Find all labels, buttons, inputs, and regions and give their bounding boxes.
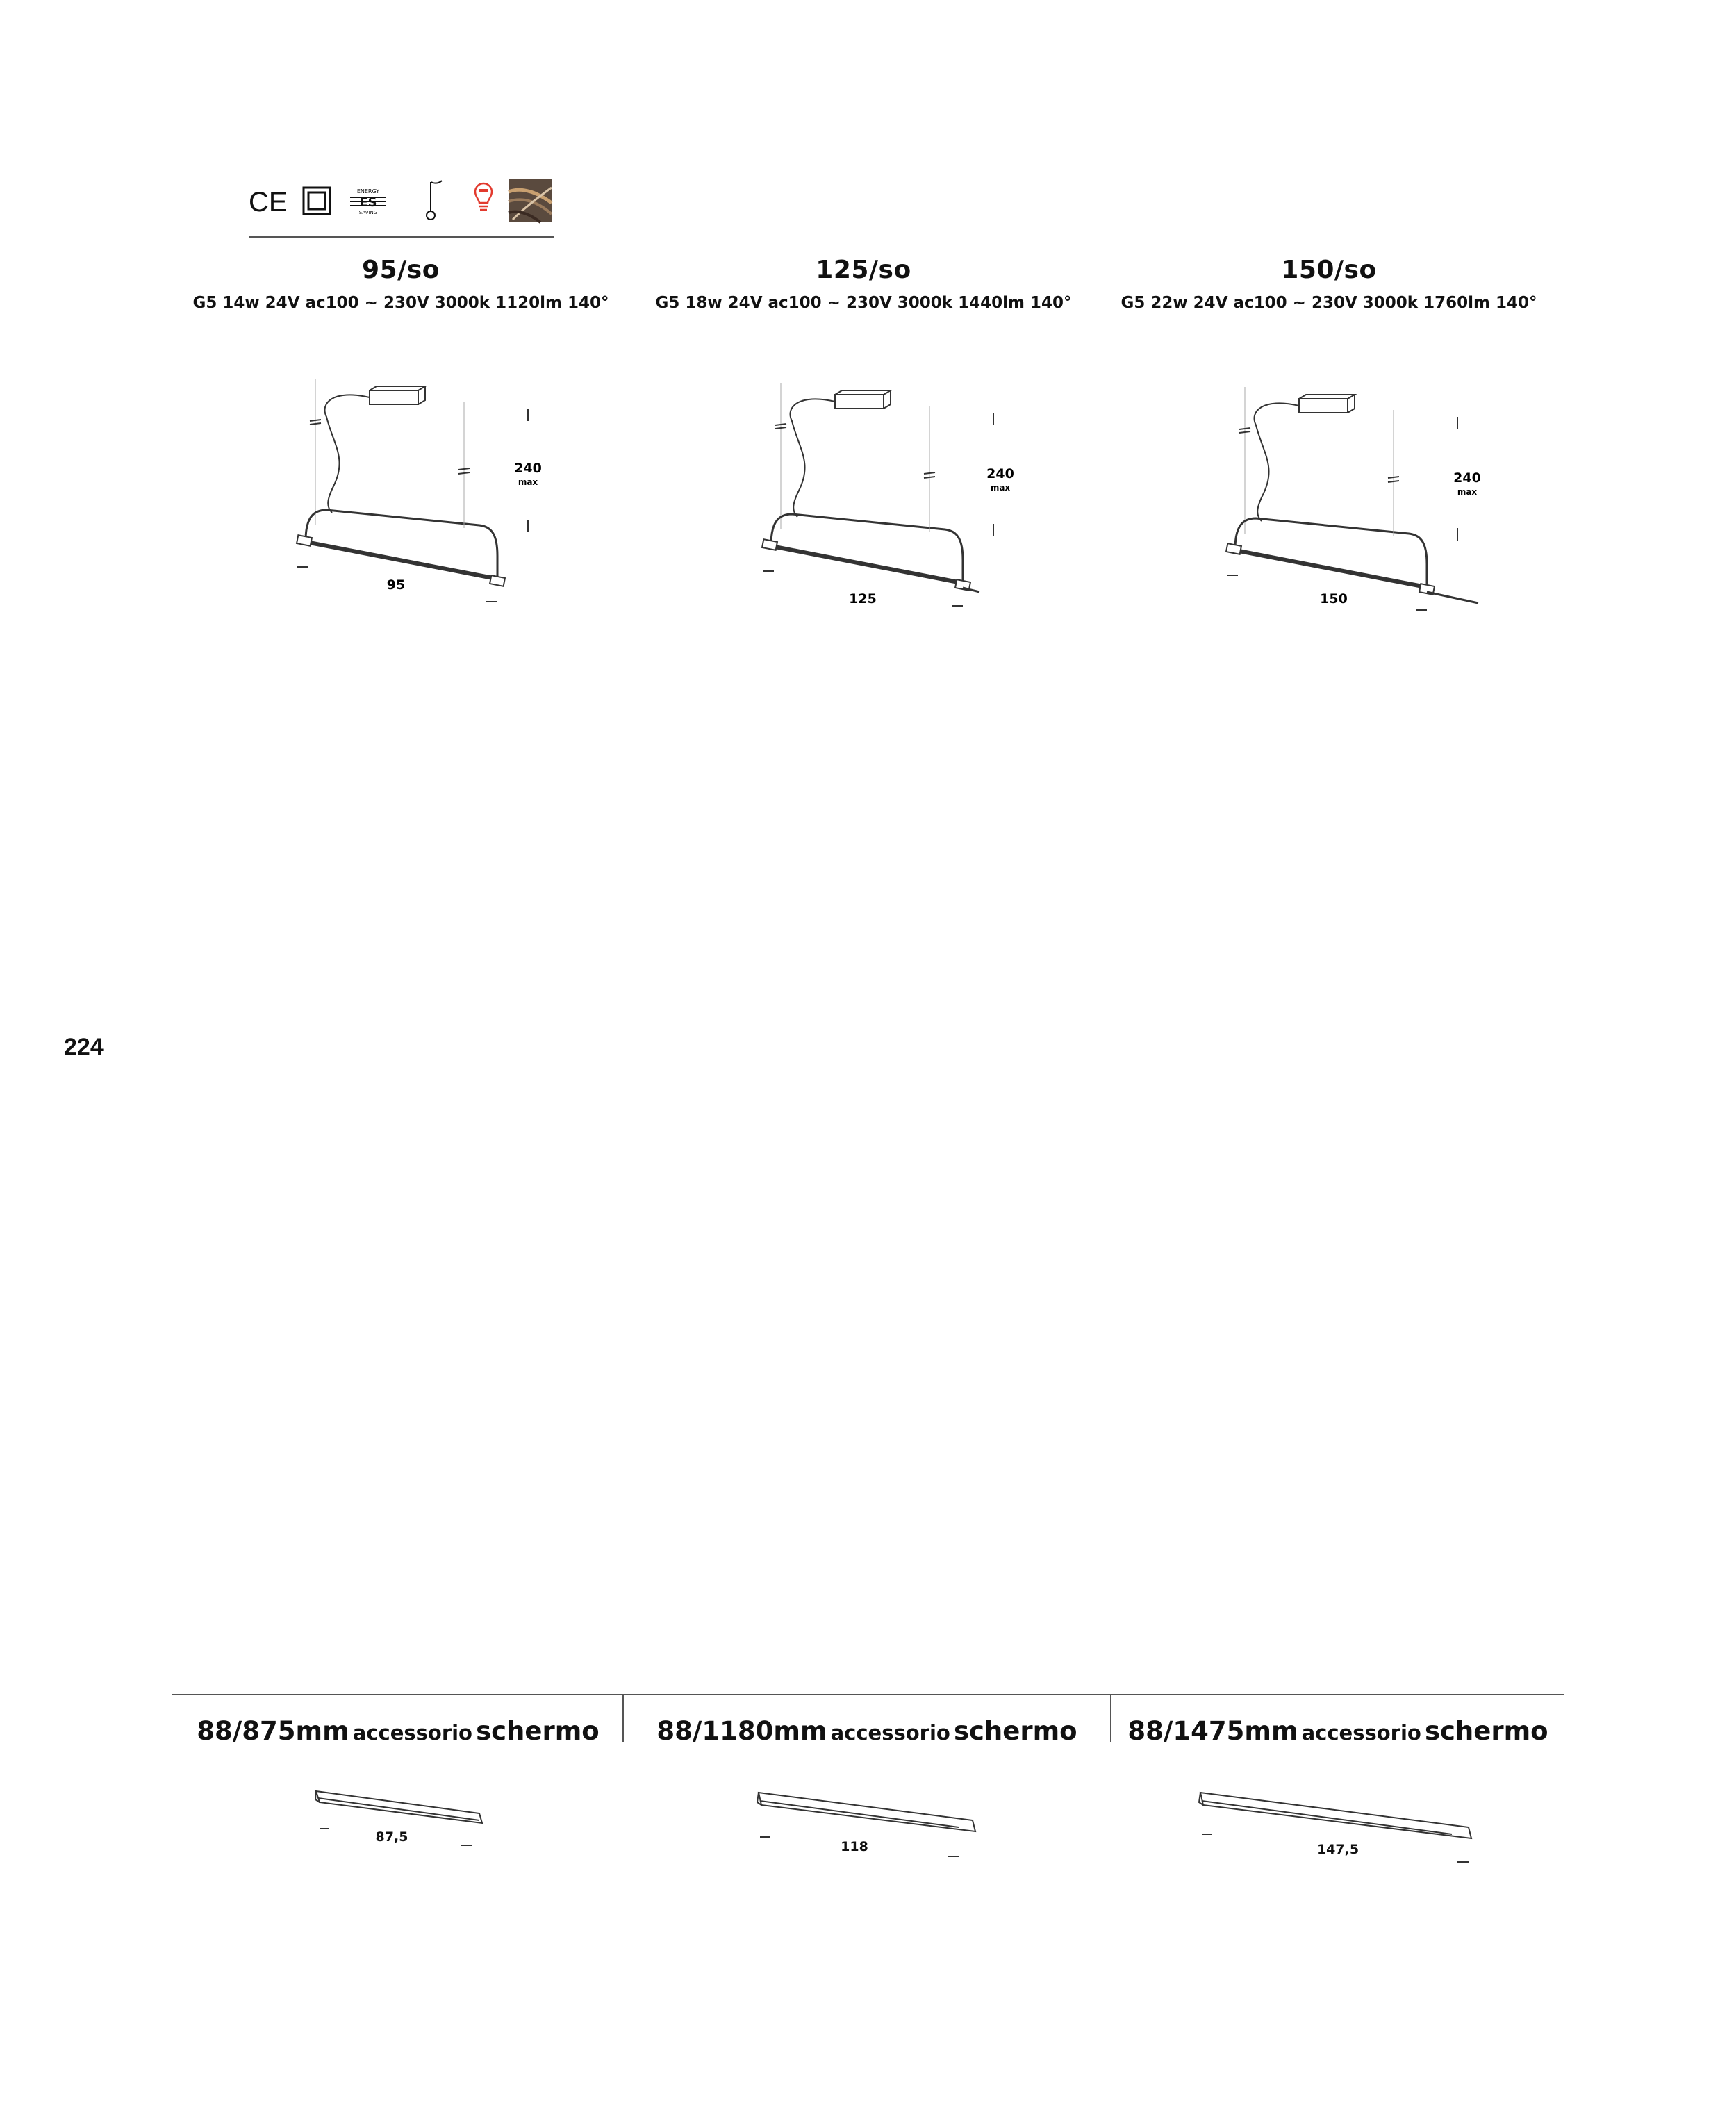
height-label: 240 bbox=[986, 466, 1014, 481]
length-label: 87,5 bbox=[375, 1829, 408, 1845]
width-label: 150 bbox=[1320, 591, 1348, 607]
height-note: max bbox=[1457, 487, 1478, 497]
height-label: 240 bbox=[514, 461, 542, 476]
length-label: 147,5 bbox=[1316, 1842, 1359, 1857]
screen-drawing-875 bbox=[315, 1791, 482, 1845]
model-title: 95/so bbox=[362, 256, 440, 284]
height-note: max bbox=[990, 483, 1011, 493]
height-label: 240 bbox=[1453, 470, 1481, 486]
svg-text:SAVING: SAVING bbox=[358, 210, 378, 215]
accessory-desc-small: accessorio bbox=[830, 1721, 950, 1745]
length-label: 118 bbox=[841, 1839, 868, 1854]
model-title: 150/so bbox=[1281, 256, 1377, 284]
accessory-desc-small: accessorio bbox=[1301, 1721, 1421, 1745]
page-number: 224 bbox=[64, 1034, 104, 1060]
model-spec: G5 18w 24V ac100 ~ 230V 3000k 1440lm 140° bbox=[655, 294, 1072, 312]
screen-drawing-1180 bbox=[757, 1793, 975, 1856]
svg-text:ENERGY: ENERGY bbox=[356, 188, 380, 195]
width-label: 125 bbox=[849, 591, 877, 607]
model-spec: G5 22w 24V ac100 ~ 230V 3000k 1760lm 140° bbox=[1121, 294, 1537, 312]
accessory-desc-big: schermo bbox=[1424, 1716, 1548, 1746]
accessory-code: 88/1180mm bbox=[656, 1716, 827, 1746]
accessory-desc-small: accessorio bbox=[352, 1721, 472, 1745]
width-label: 95 bbox=[386, 577, 406, 593]
accessory-desc-big: schermo bbox=[953, 1716, 1077, 1746]
model-title: 125/so bbox=[816, 256, 911, 284]
svg-text:ES: ES bbox=[359, 195, 377, 210]
accessory-code: 88/875mm bbox=[197, 1716, 349, 1746]
accessory-desc-big: schermo bbox=[476, 1716, 600, 1746]
model-spec: G5 14w 24V ac100 ~ 230V 3000k 1120lm 140° bbox=[192, 294, 609, 312]
height-note: max bbox=[518, 477, 538, 487]
ce-mark-icon: CE bbox=[249, 187, 288, 217]
accessory-code: 88/1475mm bbox=[1127, 1716, 1298, 1746]
screen-drawing-1475 bbox=[1199, 1793, 1471, 1862]
